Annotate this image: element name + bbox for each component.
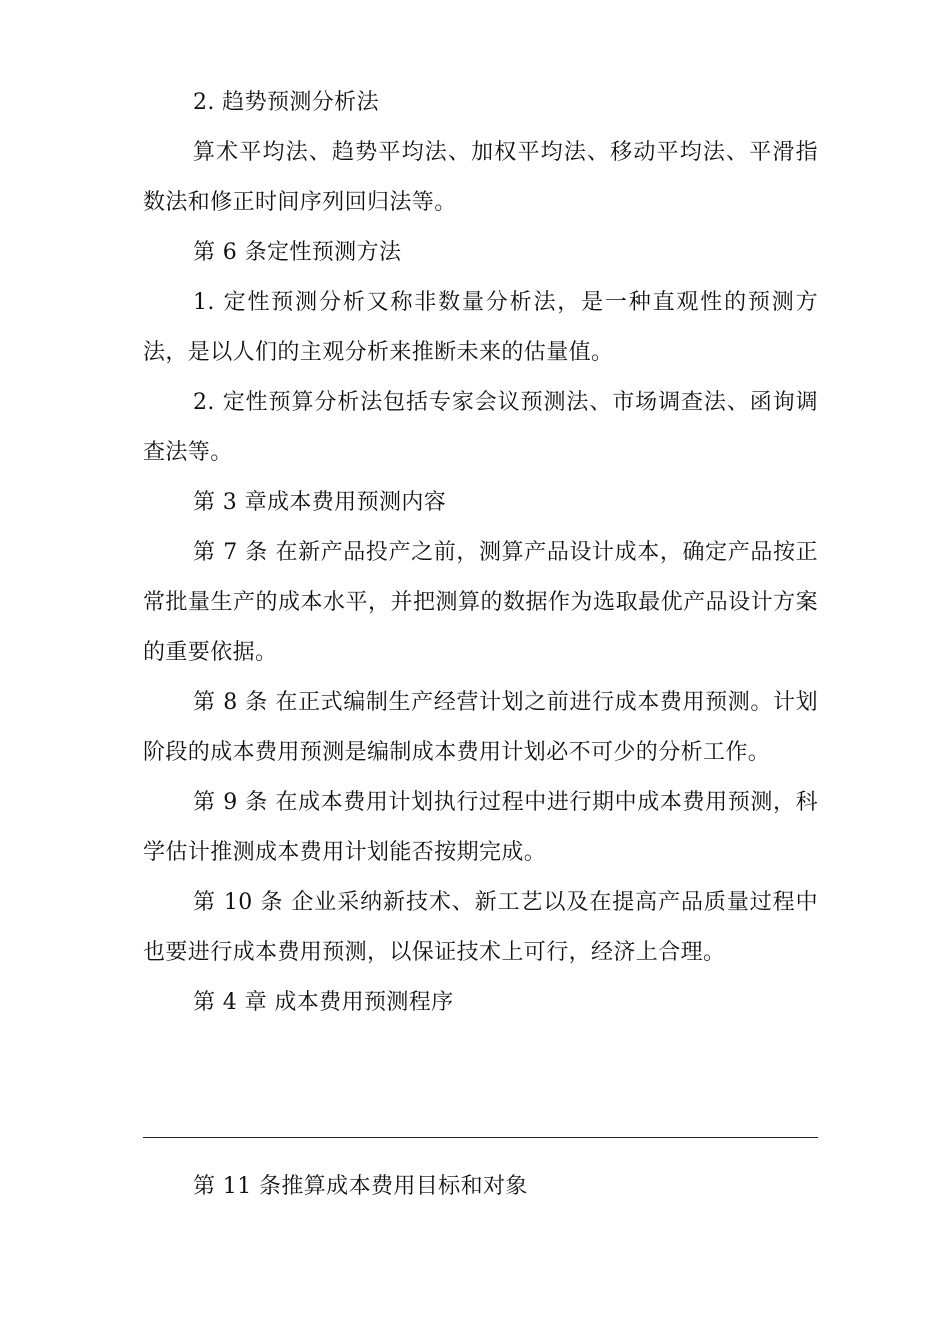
horizontal-divider	[143, 1137, 818, 1138]
document-body-continued	[143, 1162, 818, 1212]
document-body	[143, 78, 818, 1028]
paragraph-article-10: 第 10 条 企业采纳新技术、新工艺以及在提高产品质量过程中也要进行成本费用预测，以保证技术上可行，经济上合理。	[143, 890, 818, 965]
paragraph-chapter-3: 第 3 章成本费用预测内容	[193, 490, 447, 515]
paragraph-chapter-4: 第 4 章 成本费用预测程序	[193, 990, 454, 1015]
paragraph-trend-methods-list: 算术平均法、趋势平均法、加权平均法、移动平均法、平滑指数法和修正时间序列回归法等。	[143, 140, 818, 215]
paragraph-article-11: 第 11 条推算成本费用目标和对象	[193, 1174, 528, 1199]
paragraph-article-9: 第 9 条 在成本费用计划执行过程中进行期中成本费用预测，科学估计推测成本费用计划能否按期完成。	[143, 790, 818, 865]
paragraph-article-6: 第 6 条定性预测方法	[193, 240, 402, 265]
paragraph-qualitative-methods: 2. 定性预算分析法包括专家会议预测法、市场调查法、函询调查法等。	[143, 390, 818, 465]
paragraph-qualitative-definition: 1. 定性预测分析又称非数量分析法，是一种直观性的预测方法，是以人们的主观分析来推断未来的估量值。	[143, 290, 818, 365]
paragraph-article-8: 第 8 条 在正式编制生产经营计划之前进行成本费用预测。计划阶段的成本费用预测是编制成本费用计划必不可少的分析工作。	[143, 690, 818, 765]
paragraph-trend-method-heading: 2. 趋势预测分析法	[193, 90, 379, 115]
paragraph-article-7: 第 7 条 在新产品投产之前，测算产品设计成本，确定产品按正常批量生产的成本水平，并把测算的数据作为选取最优产品设计方案的重要依据。	[143, 540, 818, 665]
